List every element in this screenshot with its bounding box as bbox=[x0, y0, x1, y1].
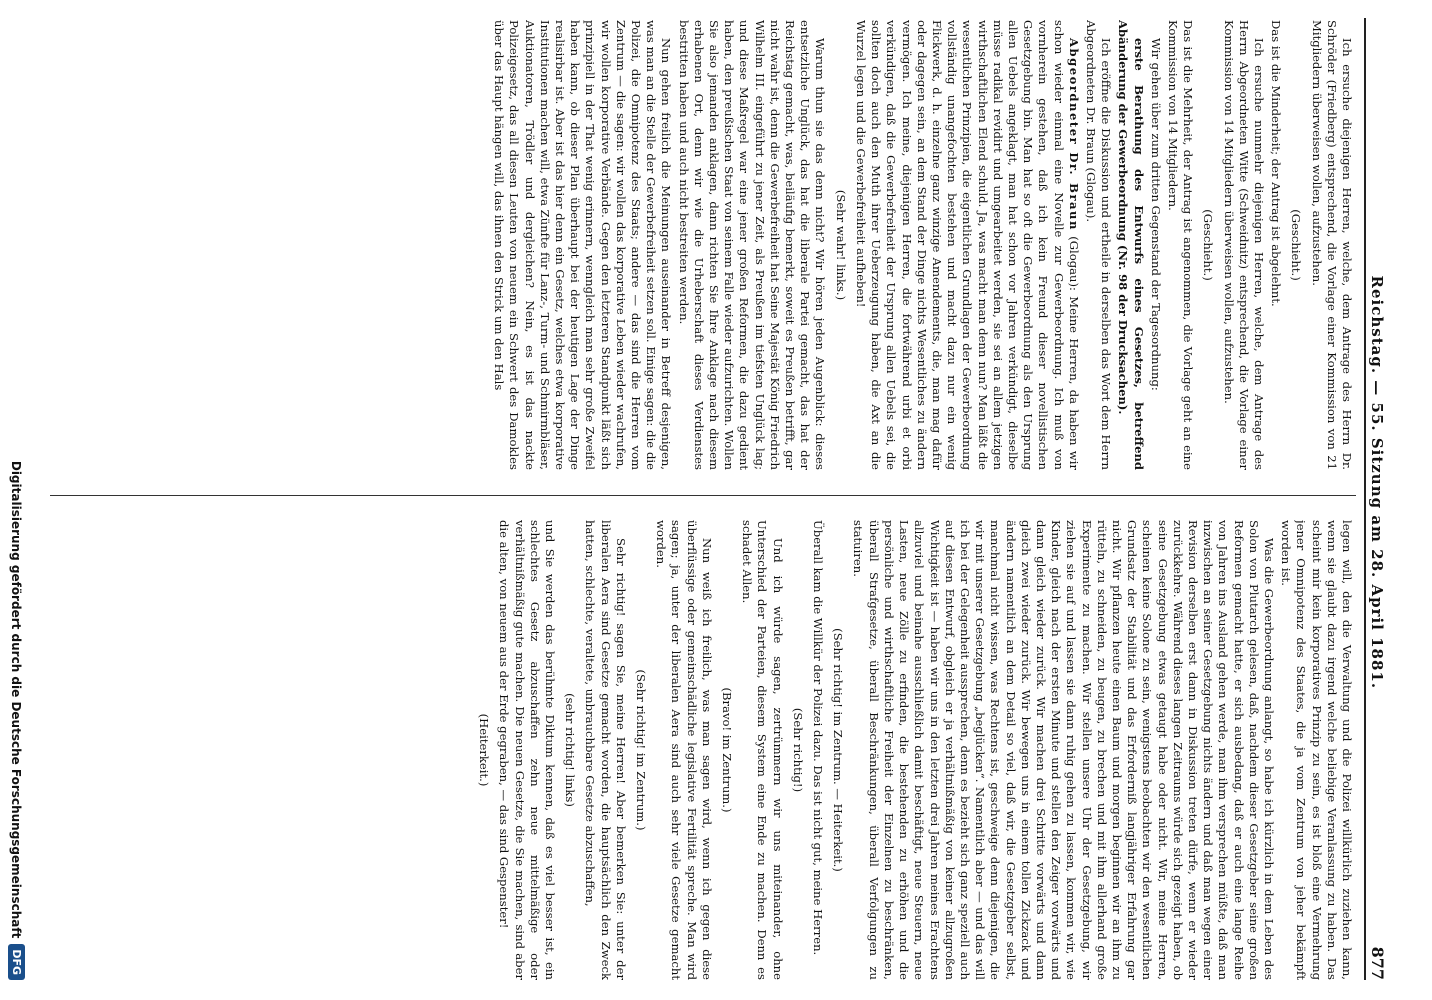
paragraph: Und ich würde sagen, zertrümmern wir uns miteinander, ohne Unterschied der Parteien, diesem System eine Ende zu machen. Denn es schadet Allen. bbox=[740, 520, 785, 980]
paragraph: Das ist die Mehrheit, der Antrag ist angenommen, die Vorlage geht an eine Kommission von 14 Mitgliedern. bbox=[1165, 20, 1196, 470]
dfg-logo: DFG bbox=[8, 944, 25, 980]
right-column bbox=[50, 520, 1354, 980]
footer bbox=[8, 20, 25, 980]
paragraph bbox=[853, 20, 1081, 470]
interjection: (Geschieht.) bbox=[1289, 209, 1304, 281]
paragraph: Ich ersuche diejenigen Herren, welche, dem Antrage des Herrn Dr. Schröder (Friedberg) entsprechend, die Vorlage einer Kommission von 21 Mitgliedern überweisen wollen, aufzustehen. bbox=[1309, 20, 1354, 470]
header-title: Reichstag. — 55. Sitzung am 28. April 1881. bbox=[1368, 275, 1386, 690]
header-rule bbox=[1364, 18, 1366, 980]
paragraph: und Sie werden das berühmte Diktum kennen, daß es viel besser ist, ein schlechtes Gesetz abzuschaffen zehn neue mittelmäßige oder verhältnißmäßig gute machen. Die neuen Gesetze, die Sie machen, sind aber die alten, von neuem aus der Erde gegraben, — das sind Gespenster! bbox=[497, 520, 558, 980]
left-column bbox=[50, 20, 1354, 470]
paragraph: Wir gehen über zum dritten Gegenstand der Tagesordnung: bbox=[1148, 38, 1163, 391]
paragraph: Was die Gewerbeordnung anlangt, so habe ich kürzlich in dem Leben des Solon von Plutarch gelesen, daß, nachdem dieser Gesetzgeber seine großen Reformen gemacht hatte, er sich ausbedang, daß er auch eine lange Reihe von Jahren ins Ausland gehen werde, man ihm versprechen müßte, daß man inzwischen an seiner Gesetzgebung nichts ändern und daß man wegen einer Revision derselben erst dann in Diskussion treten dürfe, wenn er wieder zurückkehre. Während dieses langen Zeitraums würde sich gezeigt haben, ob seine Gesetzgebung etwas getaugt habe oder nicht. Wir, meine Herren, scheinen keine Solone zu sein, wenigstens beobachten wir den wesentlichen Grundsatz der Stabilität und das Erforderniß langjähriger Erfahrung gar nicht. Wir pflanzen heute einen Baum und morgen beginnen wir an ihm zu rütteln, zu schneiden, zu beugen, zu brechen und mit ihm allerhand große Experimente zu machen. Wir stellen unsere Uhr der Gesetzgebung, wir ziehen sie auf und lassen sie dann ruhig gehen zu lassen, kommen wir, wie Kinder, gleich nach der ersten Minute und stellen den Zeiger vorwärts und dann gleich wieder zurück. Wir machen drei Schritte vorwärts und dann gleich zwei wieder zurück. Wir bewegen uns in einem tollen Zickzack und ändern namentlich an dem Detail so viel, daß wir, die Gesetzgeber selbst, manchmal nicht wissen, was Rechtens ist, geschweige denn diejenigen, die wir mit unserer Gesetzgebung „beglücken“. Namentlich aber — und das will ich bei der Gelegenheit aussprechen, denn es bezieht sich ganz speziell auch auf diesen Entwurf, obgleich er ja verhältnißmäßig von keiner allzugroßen Wichtigkeit ist — haben wir uns in den letzten drei Jahren meines Erachtens allzuviel und beinahe ausschließlich damit beschäftigt, neue Steuern, neue Lasten, neue Zölle zu erfinden, die bestehenden zu erhöhen und die persönliche und wirthschaftliche Freiheit der Einzelnen zu beschränken, überall Strafgesetze, überall Beschränkungen, überall Verfolgungen zu statuiren. bbox=[851, 520, 1276, 980]
interjection: (Sehr wahr! links.) bbox=[833, 189, 848, 301]
paragraph: Sehr richtig! sagen Sie, meine Herren! Aber bemerken Sie: unter der liberalen Aera sind Gesetze gemacht worden, die hauptsächlich den Zweck hatten, schlechte, veraltete, unbrauchbare Gesetze abzuschaffen, bbox=[583, 520, 628, 980]
speaker-name: Abgeordneter Dr. Braun bbox=[1066, 38, 1081, 231]
interjection: (Geschieht.) bbox=[1201, 209, 1216, 281]
interjection: (Sehr richtig! im Zentrum. — Heiterkeit.) bbox=[831, 628, 846, 872]
page-number: 877 bbox=[1368, 946, 1387, 980]
paragraph: Warum thun sie das denn nicht? Wir hören jeden Augenblick: dieses entsetzliche Unglück, das hat die liberale Partei gemacht, das hat der Reichstag gemacht, was, beiläufig bemerkt, soweit es Preußen betrifft, gar nicht wahr ist, denn die Gewerbefreiheit hat Seine Majestät König Friedrich Wilhelm III. eingeführt zu jener Zeit, als Preußen im tiefsten Unglück lag; und diese Maßregel war eine jener großen Reformen, die dazu gedient haben, den preußischen Staat von seinem Falle wieder aufzurichten. Wollen Sie also jemanden anklagen, dann richten Sie Ihre Anklage nach diesem erhabenen Ort, denn wir wie die Urheberschaft dieses Verdienstes bestritten haben und auch nicht bestreiten werden. bbox=[676, 20, 828, 470]
paragraph: Ich eröffne die Diskussion und ertheile in derselben das Wort dem Herrn Abgeordneten Dr. Braun (Glogau). bbox=[1083, 20, 1114, 470]
speech-text: (Glogau): Meine Herren, da haben wir schon wieder einmal eine Novelle zur Gewerbeordnung. Ich muß von vornherein gestehen, daß ich kein Freund dieser novellistischen Gesetzgebung bin. Man hat so oft die Gewerbeordnung als den Ursprung allen Uebels angeklagt, man hat schon vor Jahren verkündigt, dieselbe müsse radikal revidirt und umgearbeitet werden, sie sei an allem jetzigen wirthschaftlichen Elend schuld. Ja, was macht man denn nun? Man läßt die wesentlichen Prinzipien, die eigentlichen Grundlagen der Gewerbeordnung vollständig unangefochten bestehen und macht dazu nur ein wenig Flickwerk, d. h. einzelne ganz winzige Amendements, die, man mag dafür oder dagegen sein, an dem Stand der Dinge nichts Wesentliches zu ändern vermögen. Ich meine, diejenigen Herren, die fortwährend urbi et orbi verkündigen, daß die Gewerbefreiheit der Ursprung allen Uebels sei, die sollten doch auch den Muth ihrer Ueberzeugung haben, die Axt an die Wurzel legen und die Gewerbefreiheit aufheben! bbox=[853, 20, 1081, 470]
paragraph: Nun weiß ich freilich, was man sagen wird, wenn ich gegen diese überflüssige oder gemeinschädliche legislative Fertilität spreche. Man wird sagen; ja, unter der liberalen Aera sind auch sehr viele Gesetze gemacht worden. bbox=[654, 520, 714, 980]
page-header bbox=[1368, 18, 1412, 980]
agenda-item: erste Berathung des Entwurfs eines Gesetzes, betreffend Abänderung der Gewerbeordnung (Nr. 98 der Drucksachen). bbox=[1116, 20, 1146, 470]
paragraph: Ich ersuche nunmehr diejenigen Herren, welche, dem Antrage des Herrn Abgeordneten Witte (Schweidnitz) entsprechend, die Vorlage einer Kommission von 14 Mitgliedern überweisen wollen, aufzustehen. bbox=[1221, 20, 1266, 470]
interjection: (Sehr richtig!) bbox=[790, 707, 805, 793]
paragraph: Überall kam die Willkür der Polizei dazu. Das ist nicht gut, meine Herren. bbox=[811, 520, 826, 956]
interjection: (Heiterkeit.) bbox=[477, 713, 492, 787]
column-divider bbox=[50, 495, 1356, 496]
paragraph: legen will, den die Verwaltung und die Polizei willkürlich zuziehen kann, wenn sie glaubt dazu irgend welche beliebige Veranlassung zu haben. Das scheint mir kein korporatives Prinzip zu sein, es ist bloß eine Vermehrung jener Omnipotenz des Staates, die ja vom Zentrum von jeher bekämpft worden ist. bbox=[1279, 520, 1354, 980]
interjection: (sehr richtig! links) bbox=[563, 693, 578, 807]
paragraph: Das ist die Minderheit; der Antrag ist abgelehnt. bbox=[1269, 20, 1284, 307]
interjection: (Sehr richtig! im Zentrum.) bbox=[634, 669, 649, 831]
interjection: (Bravo! im Zentrum.) bbox=[720, 687, 735, 813]
footer-credit: Digitalisierung gefördert durch die Deutsche Forschungsgemeinschaft bbox=[9, 460, 24, 939]
paragraph: Nun gehen freilich die Meinungen auseinander in Betreff desjenigen, was man an die Stelle der Gewerbefreiheit setzen soll. Einige sagen: die die Polizei, die Omnipotenz des Staats; andere — das sind die Herren vom Zentrum — die sagen: wir wollen das korporative Leben wieder wachrufen, wir wollen korporative Verbände. Gegen den letzteren Standpunkt läßt sich prinzipiell in der That wenig erinnern, wenngleich man sehr große Zweifel haben kann, ob dieser Plan überhaupt bei der heutigen Lage der Dinge realisirbar ist. Aber ist das hier denn ein Gesetz, welches etwa korporative Institutionen machen will, etwa Zünfte für Lanz-, Turm- und Schmirmbläser, Auktionatoren, Trödler und dergleichen? Nein, es ist das nackte Polizeigesetz, das all diesen Leuten von neuem ein Schwert des Damokles über das Haupt hängen will, das ihnen den Strick um den Hals bbox=[492, 20, 674, 470]
